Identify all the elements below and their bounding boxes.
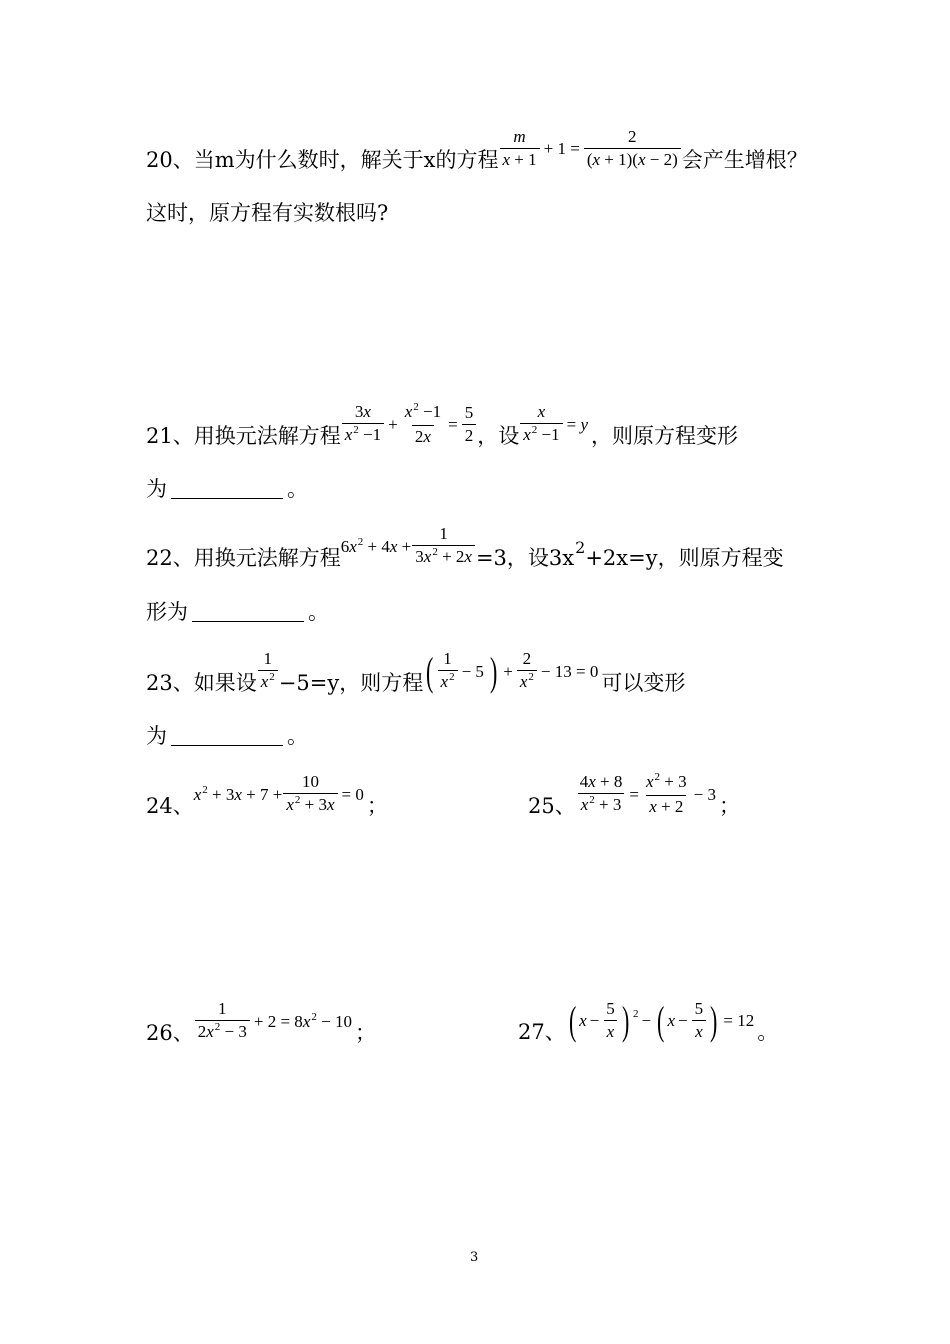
question-24-number: 24、 bbox=[146, 793, 194, 818]
question-21-substitution: $\frac{x}{x^2 -1}$ = y bbox=[519, 403, 591, 446]
question-23-equation: ( $\frac{1}{x^2}$ − 5 ) + $\frac{2}{x^2}$ − 13 = 0 bbox=[426, 648, 599, 694]
question-27-equation: ( x − $\frac{5}{x}$ ) 2 − ( x − $\frac{5}{x}$ ) = 12 bbox=[568, 997, 755, 1043]
answer-blank-23[interactable] bbox=[171, 725, 283, 746]
question-25: 25、 $\frac{4x + 8}{x^2 + 3}$ = $\frac{x^2 + 3}{x + 2}$ − 3 ； bbox=[528, 771, 740, 818]
question-27: 27、 ( x − $\frac{5}{x}$ ) 2 − ( x − $\frac{5}{x}$ ) = 12 。 bbox=[518, 997, 779, 1044]
question-21-equation: $\frac{3x}{x^2 -1}$ + $\frac{x^2 -1}{2x}$ = $\frac{5}{2}$ bbox=[341, 403, 477, 446]
question-21-line1: 21、 用换元法解方程 $\frac{3x}{x^2 -1}$ + $\frac{x^2 -1}{2x}$ = $\frac{5}{2}$ ，设 $\frac{x}{x^2 -1}$ = y ，则原方程变形 bbox=[146, 401, 738, 448]
question-22-line2: 形为 。 bbox=[146, 600, 329, 624]
question-20-text: 当m为什么数时，解关于x的方程 bbox=[193, 147, 499, 172]
question-25-number: 25、 bbox=[528, 793, 576, 818]
question-21-line2: 为 。 bbox=[146, 477, 308, 501]
question-26-number: 26、 bbox=[146, 1020, 194, 1045]
question-20-number: 20、 bbox=[146, 147, 194, 172]
question-20-text-after: 会产生增根？ bbox=[681, 147, 808, 172]
question-22-equation: $6x^2 + 4x$ + $\frac{1}{3x^2 + 2x}$ bbox=[341, 525, 476, 568]
page-number: 3 bbox=[470, 1250, 479, 1265]
question-23-substitution: $\frac{1}{x^2}$ bbox=[257, 650, 279, 693]
question-25-equation: $\frac{4x + 8}{x^2 + 3}$ = $\frac{x^2 + 3}{x + 2}$ − 3 bbox=[579, 771, 716, 816]
answer-blank-22[interactable] bbox=[192, 601, 304, 622]
question-22-number: 22、 bbox=[146, 545, 194, 570]
question-26-equation: $\frac{1}{2x^2 - 3}$ + $2 = 8x^2 - 10$ bbox=[194, 1000, 355, 1043]
question-20-line1 bbox=[146, 127, 808, 179]
question-23-number: 23、 bbox=[146, 670, 194, 695]
question-20-equation: $\frac{m}{x + 1}$ + 1 = $\frac{2}{(x + 1)(x - 2)}$ bbox=[499, 128, 682, 169]
question-27-number: 27、 bbox=[518, 1019, 566, 1044]
question-23-line1: 23、 如果设 $\frac{1}{x^2}$ −5=y，则方程 ( $\frac{1}{x^2}$ − 5 ) + $\frac{2}{x^2}$ − 13 = 0 可以变形 bbox=[146, 648, 686, 695]
question-20-line2: 这时，原方程有实数根吗? bbox=[146, 201, 389, 225]
question-24: 24、 $x^2 + 3x + 7$ + $\frac{10}{x^2 + 3x}$ = 0 ； bbox=[146, 772, 388, 818]
question-24-equation: $x^2 + 3x + 7$ + $\frac{10}{x^2 + 3x}$ = 0 bbox=[193, 772, 364, 814]
answer-blank-21[interactable] bbox=[171, 478, 283, 499]
question-22-line1: 22、 用换元法解方程 $6x^2 + 4x$ + $\frac{1}{3x^2 + 2x}$ =3，设3x 2 +2x=y，则原方程变 bbox=[146, 524, 784, 570]
question-23-line2: 为 。 bbox=[146, 724, 308, 748]
question-26: 26、 $\frac{1}{2x^2 - 3}$ + $2 = 8x^2 - 10$ ； bbox=[146, 999, 376, 1045]
question-21-number: 21、 bbox=[146, 423, 194, 448]
